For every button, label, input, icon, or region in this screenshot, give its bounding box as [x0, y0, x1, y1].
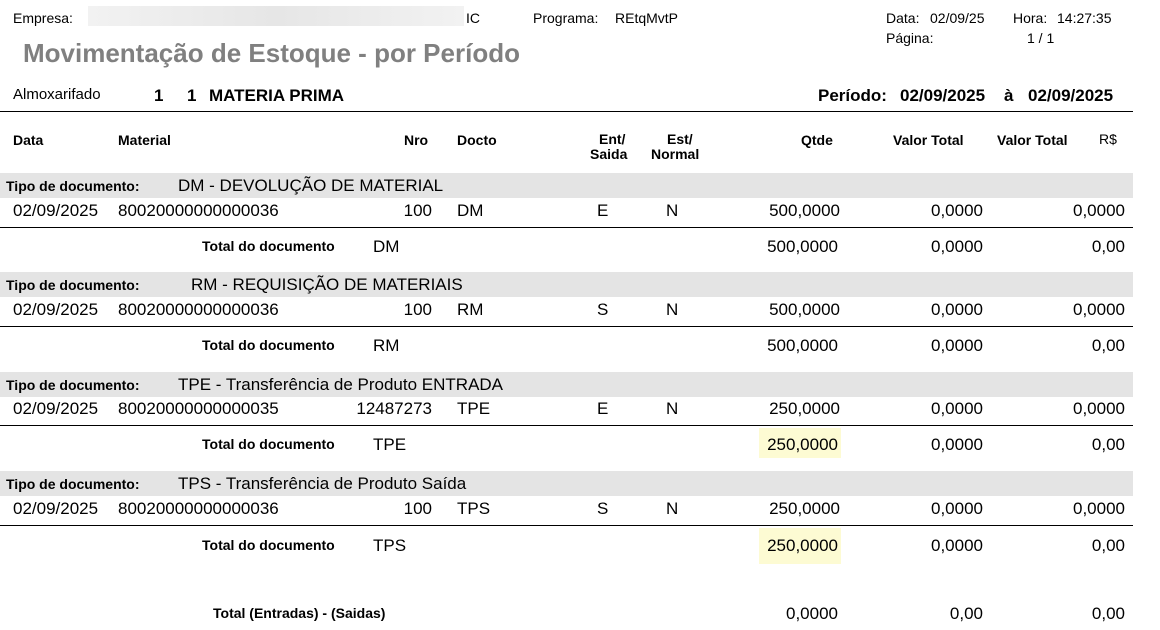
total-doc-docto: TPS: [373, 536, 407, 555]
empresa-label: Empresa:: [13, 10, 73, 26]
row-data: 02/09/2025: [13, 201, 99, 220]
row-data: 02/09/2025: [13, 399, 99, 418]
total-doc-valor-1: 0,0000: [931, 336, 983, 355]
total-doc-valor-1: 0,0000: [931, 237, 983, 256]
header-divider: [0, 111, 1133, 112]
row-divider: [0, 227, 1133, 228]
pagina-label: Página:: [886, 30, 934, 46]
col-normal: Normal: [651, 146, 700, 162]
redacted-company-name: [88, 6, 464, 26]
row-ent: S: [597, 499, 609, 518]
col-valor-total-2: Valor Total: [997, 132, 1068, 148]
hora-label: Hora:: [1013, 10, 1048, 26]
row-valor-total-2: 0,0000: [1073, 300, 1125, 319]
tipo-value: DM - DEVOLUÇÃO DE MATERIAL: [178, 176, 444, 195]
total-doc-valor-1: 0,0000: [931, 435, 983, 454]
row-valor-total-2: 0,0000: [1073, 201, 1125, 220]
row-docto: RM: [457, 300, 484, 319]
tipo-label: Tipo de documento:: [6, 277, 140, 293]
periodo-from: 02/09/2025: [900, 86, 986, 105]
row-material: 80020000000000036: [118, 201, 279, 220]
row-est: N: [666, 499, 679, 518]
total-doc-label: Total do documento: [202, 436, 335, 452]
programa-value: REtqMvtP: [615, 10, 679, 26]
total-doc-label: Total do documento: [202, 238, 335, 254]
total-doc-qtde: 250,0000: [767, 536, 838, 555]
total-doc-valor-2: 0,00: [1091, 336, 1125, 355]
periodo-separator: à: [1004, 86, 1014, 105]
row-qtde: 500,0000: [769, 300, 840, 319]
row-valor-total-1: 0,0000: [931, 201, 983, 220]
row-nro: 100: [403, 300, 432, 319]
row-valor-total-1: 0,0000: [931, 499, 983, 518]
tipo-value: TPE - Transferência de Produto ENTRADA: [178, 375, 504, 394]
almox-subcode: 1: [187, 86, 197, 105]
row-est: N: [666, 399, 679, 418]
total-doc-docto: DM: [373, 237, 400, 256]
group-band: [0, 471, 1133, 496]
row-est: N: [666, 201, 679, 220]
hora-value: 14:27:35: [1057, 10, 1112, 26]
total-doc-docto: RM: [373, 336, 400, 355]
periodo-to: 02/09/2025: [1028, 86, 1114, 105]
total-doc-valor-2: 0,00: [1091, 237, 1125, 256]
row-ent: E: [597, 201, 609, 220]
row-material: 80020000000000035: [118, 399, 279, 418]
col-nro: Nro: [404, 132, 429, 148]
col-est: Est/: [667, 131, 693, 147]
page-title: Movimentação de Estoque - por Período: [23, 38, 520, 68]
row-nro: 12487273: [356, 399, 432, 418]
row-data: 02/09/2025: [13, 499, 99, 518]
row-ent: E: [597, 399, 609, 418]
tipo-label: Tipo de documento:: [6, 178, 140, 194]
data-label: Data:: [886, 10, 920, 26]
grand-total-valor-2: 0,00: [1091, 604, 1125, 623]
group-band: [0, 272, 1133, 297]
almox-label: Almoxarifado: [13, 86, 101, 103]
col-material: Material: [118, 132, 171, 148]
row-ent: S: [597, 300, 609, 319]
row-qtde: 500,0000: [769, 201, 840, 220]
grand-total-valor-1: 0,00: [949, 604, 983, 623]
row-divider: [0, 525, 1133, 526]
total-doc-valor-1: 0,0000: [931, 536, 983, 555]
col-ent: Ent/: [599, 131, 626, 147]
total-doc-label: Total do documento: [202, 337, 335, 353]
row-valor-total-2: 0,0000: [1073, 399, 1125, 418]
col-valor-total-1: Valor Total: [893, 132, 964, 148]
row-docto: TPS: [457, 499, 491, 518]
row-material: 80020000000000036: [118, 499, 279, 518]
programa-label: Programa:: [533, 10, 599, 26]
total-doc-qtde: 250,0000: [767, 435, 838, 454]
tipo-label: Tipo de documento:: [6, 476, 140, 492]
row-data: 02/09/2025: [13, 300, 99, 319]
group-band: [0, 372, 1133, 397]
tipo-value: TPS - Transferência de Produto Saída: [178, 474, 467, 493]
data-value: 02/09/25: [930, 10, 985, 26]
row-nro: 100: [403, 201, 432, 220]
row-docto: TPE: [457, 399, 491, 418]
row-divider: [0, 326, 1133, 327]
col-docto: Docto: [457, 132, 497, 148]
tipo-value: RM - REQUISIÇÃO DE MATERIAIS: [191, 275, 463, 294]
row-material: 80020000000000036: [118, 300, 279, 319]
group-band: [0, 173, 1133, 198]
pagina-value: 1 / 1: [1027, 30, 1055, 46]
col-currency: R$: [1099, 131, 1117, 147]
total-doc-valor-2: 0,00: [1091, 435, 1125, 454]
row-docto: DM: [457, 201, 484, 220]
tipo-label: Tipo de documento:: [6, 377, 140, 393]
col-saida: Saida: [590, 146, 628, 162]
total-doc-qtde: 500,0000: [767, 237, 838, 256]
total-doc-docto: TPE: [373, 435, 407, 454]
empresa-suffix: IC: [466, 10, 480, 26]
row-qtde: 250,0000: [769, 499, 840, 518]
row-valor-total-1: 0,0000: [931, 300, 983, 319]
col-data: Data: [13, 132, 44, 148]
periodo-label: Período:: [818, 86, 887, 105]
grand-total-label: Total (Entradas) - (Saidas): [213, 605, 386, 621]
row-divider: [0, 425, 1133, 426]
total-doc-valor-2: 0,00: [1091, 536, 1125, 555]
row-valor-total-2: 0,0000: [1073, 499, 1125, 518]
almox-name: MATERIA PRIMA: [209, 86, 345, 105]
col-qtde: Qtde: [801, 132, 833, 148]
row-valor-total-1: 0,0000: [931, 399, 983, 418]
grand-total-qtde: 0,0000: [786, 604, 838, 623]
total-doc-label: Total do documento: [202, 537, 335, 553]
row-nro: 100: [403, 499, 432, 518]
row-qtde: 250,0000: [769, 399, 840, 418]
almox-code: 1: [154, 86, 164, 105]
total-doc-qtde: 500,0000: [767, 336, 838, 355]
row-est: N: [666, 300, 679, 319]
